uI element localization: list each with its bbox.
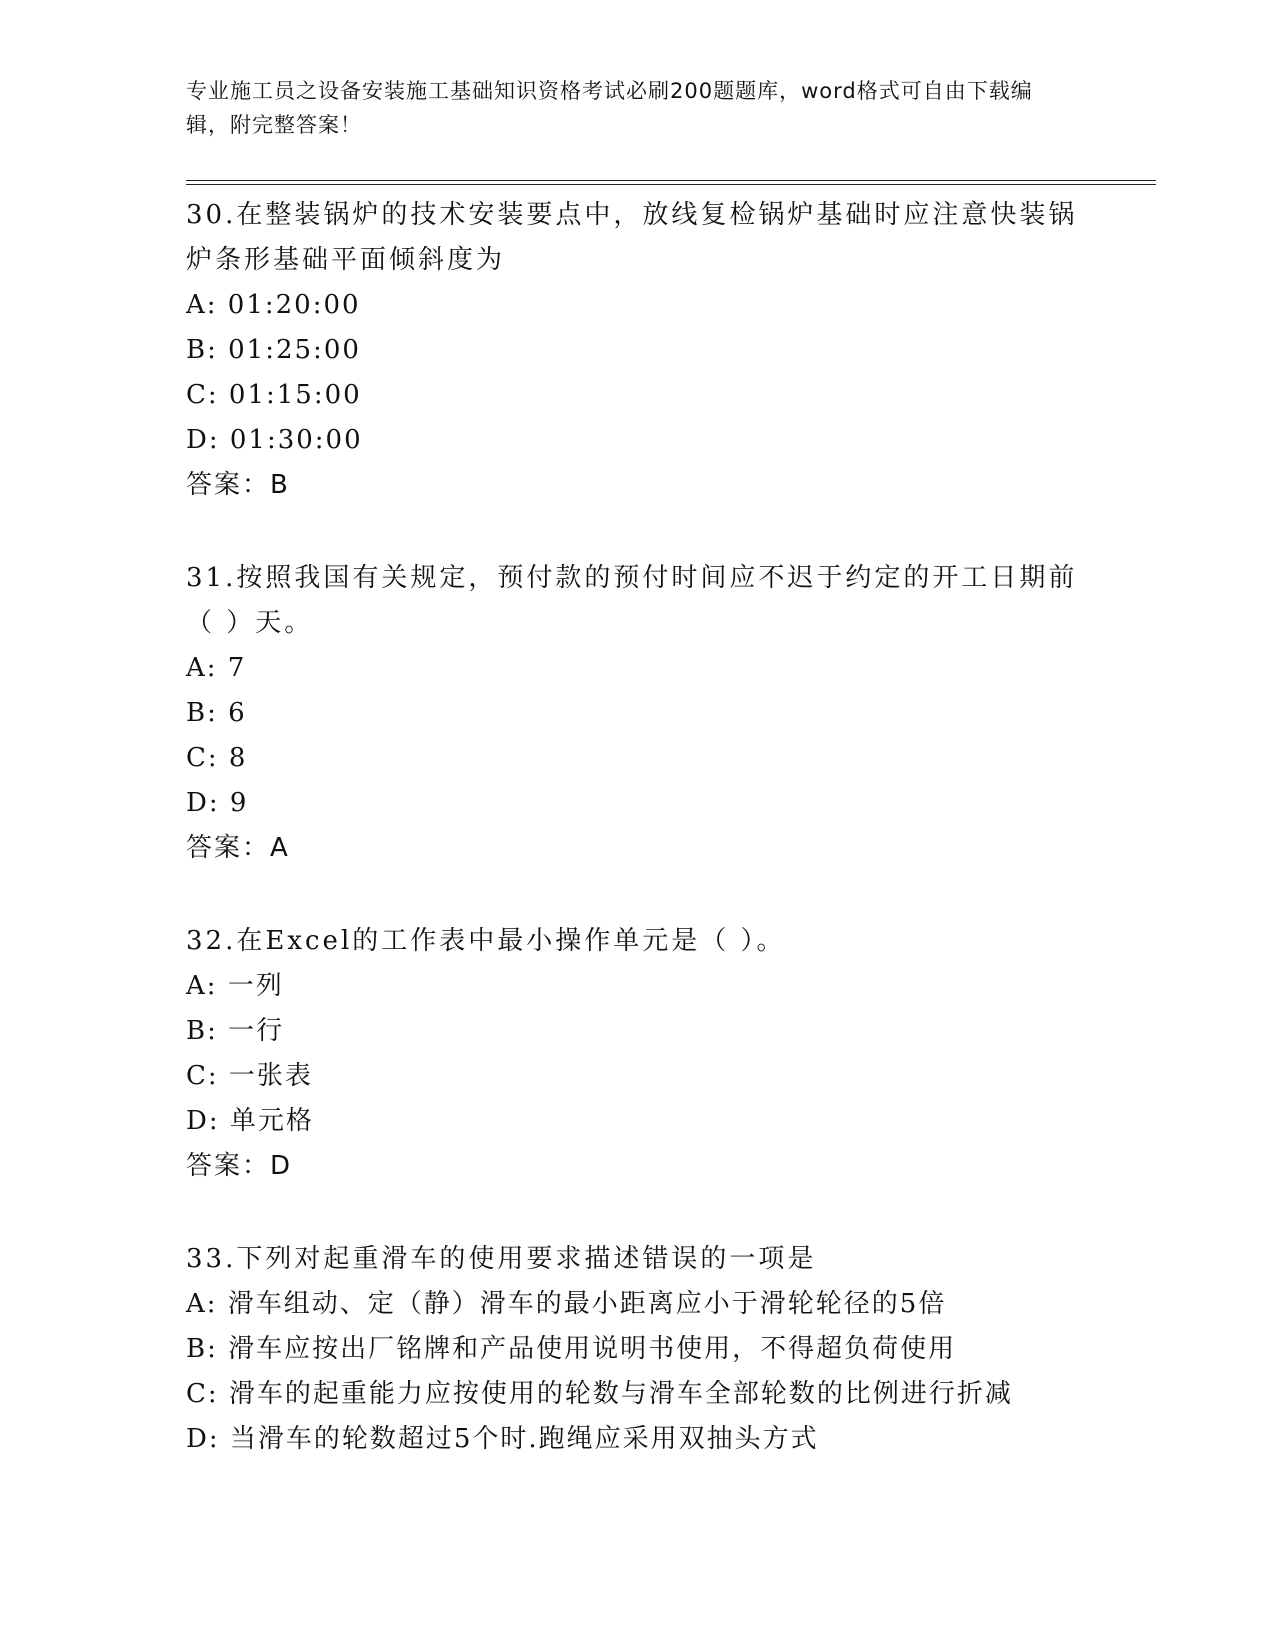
option-c: C: 滑车的起重能力应按使用的轮数与滑车全部轮数的比例进行折减 <box>186 1379 1013 1409</box>
question-32 <box>186 919 1156 1189</box>
question-stem: 30.在整装锅炉的技术安装要点中，放线复检锅炉基础时应注意快装锅炉条形基础平面倾斜度为 <box>186 200 1078 275</box>
question-33 <box>186 1237 1156 1462</box>
question-stem: 32.在Excel的工作表中最小操作单元是（ ）。 <box>186 926 786 956</box>
option-d: D: 01:30:00 <box>186 425 363 455</box>
answer: 答案：B <box>186 470 290 500</box>
option-a: A: 01:20:00 <box>186 290 361 320</box>
document-header: 专业施工员之设备安装施工基础知识资格考试必刷200题题库，word格式可自由下载编辑，附完整答案！ <box>186 79 1033 137</box>
option-b: B: 6 <box>186 698 247 728</box>
option-b: B: 一行 <box>186 1016 285 1046</box>
answer: 答案：A <box>186 833 290 863</box>
option-d: D: 单元格 <box>186 1106 314 1136</box>
option-b: B: 滑车应按出厂铭牌和产品使用说明书使用，不得超负荷使用 <box>186 1334 957 1364</box>
answer: 答案：D <box>186 1151 293 1181</box>
option-a: A: 7 <box>186 653 247 683</box>
option-b: B: 01:25:00 <box>186 335 361 365</box>
question-31 <box>186 556 1156 871</box>
option-d: D: 9 <box>186 788 249 818</box>
option-d: D: 当滑车的轮数超过5个时.跑绳应采用双抽头方式 <box>186 1424 819 1454</box>
option-c: C: 一张表 <box>186 1061 313 1091</box>
question-stem: 31.按照我国有关规定，预付款的预付时间应不迟于约定的开工日期前（ ）天。 <box>186 563 1078 638</box>
option-a: A: 一列 <box>186 971 284 1001</box>
document-page <box>186 74 1156 1462</box>
question-30 <box>186 193 1156 508</box>
option-c: C: 01:15:00 <box>186 380 362 410</box>
option-a: A: 滑车组动、定（静）滑车的最小距离应小于滑轮轮径的5倍 <box>186 1289 947 1319</box>
question-stem: 33.下列对起重滑车的使用要求描述错误的一项是 <box>186 1244 817 1274</box>
option-c: C: 8 <box>186 743 248 773</box>
